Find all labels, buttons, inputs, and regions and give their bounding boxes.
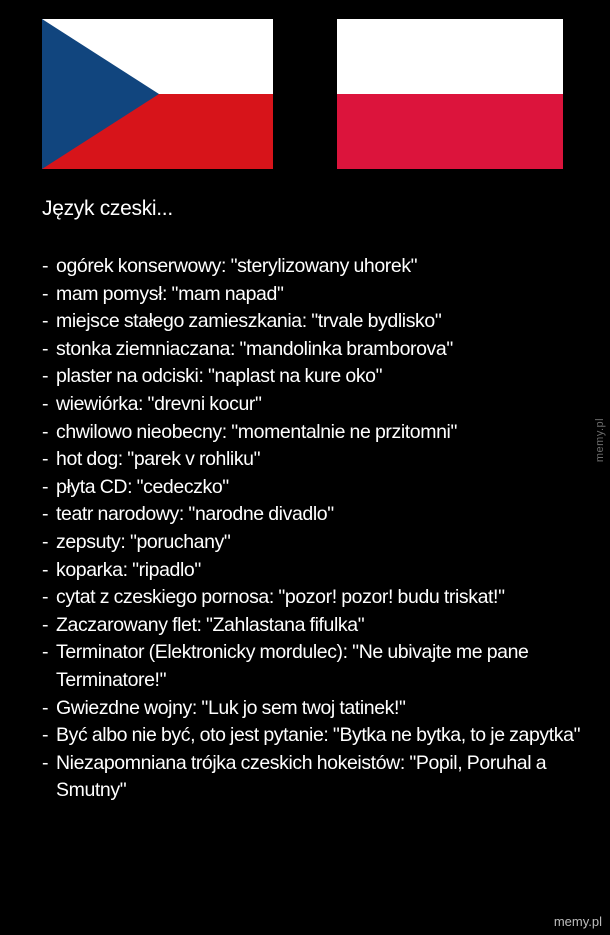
side-watermark: memy.pl (594, 417, 606, 463)
list-item: - miejsce stałego zamieszkania: "trvale bydlisko" (42, 308, 582, 336)
list-item: - plaster na odciski: "naplast na kure oko" (42, 363, 582, 391)
list-item: - chwilowo nieobecny: "momentalnie ne przitomni" (42, 419, 582, 447)
heading: Język czeski... (42, 197, 173, 220)
list-item: - Gwiezdne wojny: "Luk jo sem twoj tatinek!" (42, 695, 582, 723)
polish-flag-red-stripe (337, 94, 563, 169)
czech-flag (42, 19, 273, 169)
list-item: - koparka: "ripadlo" (42, 557, 582, 585)
corner-watermark: memy.pl (553, 914, 602, 929)
list-item: - Być albo nie być, oto jest pytanie: "Bytka ne bytka, to je zapytka" (42, 722, 582, 750)
list-item: - Niezapomniana trójka czeskich hokeistów: "Popil, Poruhal a Smutny" (42, 750, 582, 805)
list-item: - teatr narodowy: "narodne divadlo" (42, 501, 582, 529)
phrase-list (42, 253, 582, 805)
list-item: - stonka ziemniaczana: "mandolinka bramborova" (42, 336, 582, 364)
list-item: - Zaczarowany flet: "Zahlastana fifulka" (42, 612, 582, 640)
polish-flag-graphic (337, 19, 563, 169)
list-item: - wiewiórka: "drevni kocur" (42, 391, 582, 419)
list-item: - mam pomysł: "mam napad" (42, 281, 582, 309)
list-item: - cytat z czeskiego pornosa: "pozor! pozor! budu triskat!" (42, 584, 582, 612)
polish-flag-white-stripe (337, 19, 563, 94)
list-item: - ogórek konserwowy: "sterylizowany uhorek" (42, 253, 582, 281)
list-item: - Terminator (Elektronicky mordulec): "Ne ubivajte me pane Terminatore!" (42, 639, 582, 694)
list-item: - płyta CD: "cedeczko" (42, 474, 582, 502)
czech-flag-graphic (42, 19, 273, 169)
list-item: - zepsuty: "poruchany" (42, 529, 582, 557)
polish-flag (337, 19, 563, 169)
list-item: - hot dog: "parek v rohliku" (42, 446, 582, 474)
